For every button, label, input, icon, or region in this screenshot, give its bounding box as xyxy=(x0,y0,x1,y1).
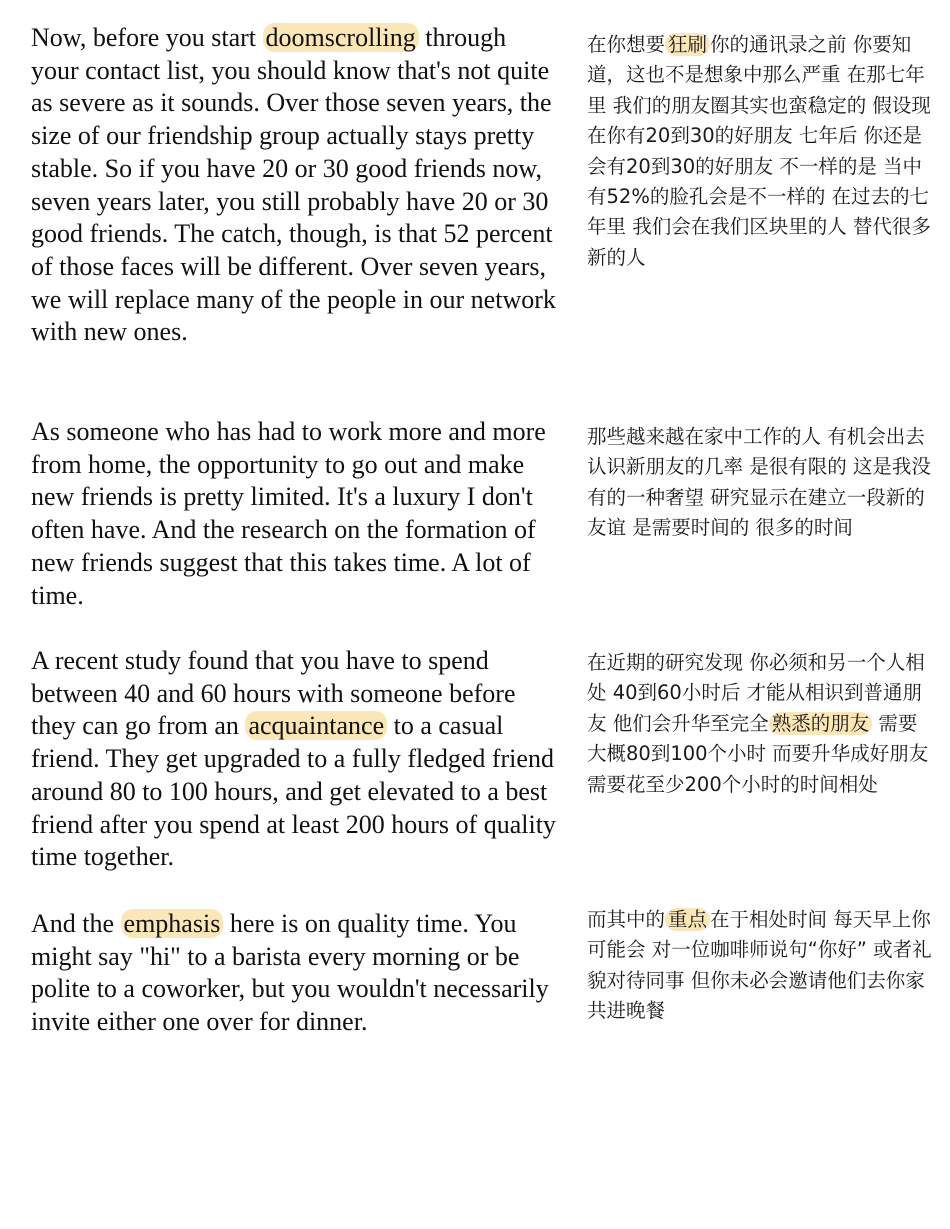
highlighted-term: doomscrolling xyxy=(263,23,419,52)
text-run: through your contact list, you should know that's not quite as severe as it sounds. Over those seven years, the size of our friendship group actually stays pretty stable. So if you have 20 or 30 good friends now, seven years later, you still probably have 20 or 30 good friends. The catch, though, is that 52 percent of those faces will be different. Over seven years, we will replace many of the people in our network with new ones. xyxy=(31,23,556,347)
text-run: to a casual friend. They get upgraded to a fully fledged friend around 80 to 100 hours, and get elevated to a best friend after you spend at least 200 hours of quality time together. xyxy=(31,711,556,872)
text-run: 你的通讯录之前 你要知道，这也不是想象中那么严重 在那七年里 我们的朋友圈其实也蛮稳定的 假设现在你有20到30的好朋友 七年后 你还是会有20到30的好朋友 不一样的是 当中有52%的脸孔会是不一样的 在过去的七年里 我们会在我们区块里的人 替代很多新的人 xyxy=(587,33,931,269)
text-run: And the xyxy=(31,909,121,938)
english-paragraph-2 xyxy=(31,416,556,612)
chinese-paragraph-3 xyxy=(587,648,935,800)
highlighted-term: 重点 xyxy=(665,908,710,931)
text-run: 在近期的研究发现 你必须和另一个人相处 40到60小时后 才能从相识到普通朋友 他们会升华至完全 xyxy=(587,651,925,735)
text-run: here is on quality time. You might say "hi" to a barista every morning or be polite to a coworker, but you wouldn't necessarily invite either one over for dinner. xyxy=(31,909,549,1037)
chinese-paragraph-1 xyxy=(587,30,935,273)
highlighted-term: emphasis xyxy=(121,909,224,938)
highlighted-term: acquaintance xyxy=(245,711,387,740)
text-run: 那些越来越在家中工作的人 有机会出去认识新朋友的几率 是很有限的 这是我没有的一种奢望 研究显示在建立一段新的友谊 是需要时间的 很多的时间 xyxy=(587,425,931,540)
text-run: 需要大概80到100个小时 而要升华成好朋友 需要花至少200个小时的时间相处 xyxy=(587,711,929,796)
text-run: Now, before you start xyxy=(31,23,263,52)
highlighted-term: 熟悉的朋友 xyxy=(769,712,873,735)
english-paragraph-3 xyxy=(31,645,556,874)
english-paragraph-1 xyxy=(31,22,556,349)
chinese-paragraph-4 xyxy=(587,905,935,1027)
text-run: 在于相处时间 每天早上你可能会 对一位咖啡师说句“你好” 或者礼貌对待同事 但你未必会邀请他们去你家共进晚餐 xyxy=(587,908,932,1023)
text-run: 而其中的 xyxy=(587,908,666,931)
text-run: 在你想要 xyxy=(587,33,666,56)
english-paragraph-4 xyxy=(31,908,556,1039)
text-run: As someone who has had to work more and more from home, the opportunity to go out and make new friends is pretty limited. It's a luxury I don't often have. And the research on the formation of new friends suggest that this takes time. A lot of time. xyxy=(31,417,546,610)
highlighted-term: 狂刷 xyxy=(665,33,710,56)
text-run: A recent study found that you have to spend between 40 and 60 hours with someone before they can go from an xyxy=(31,646,516,741)
chinese-paragraph-2 xyxy=(587,422,935,544)
